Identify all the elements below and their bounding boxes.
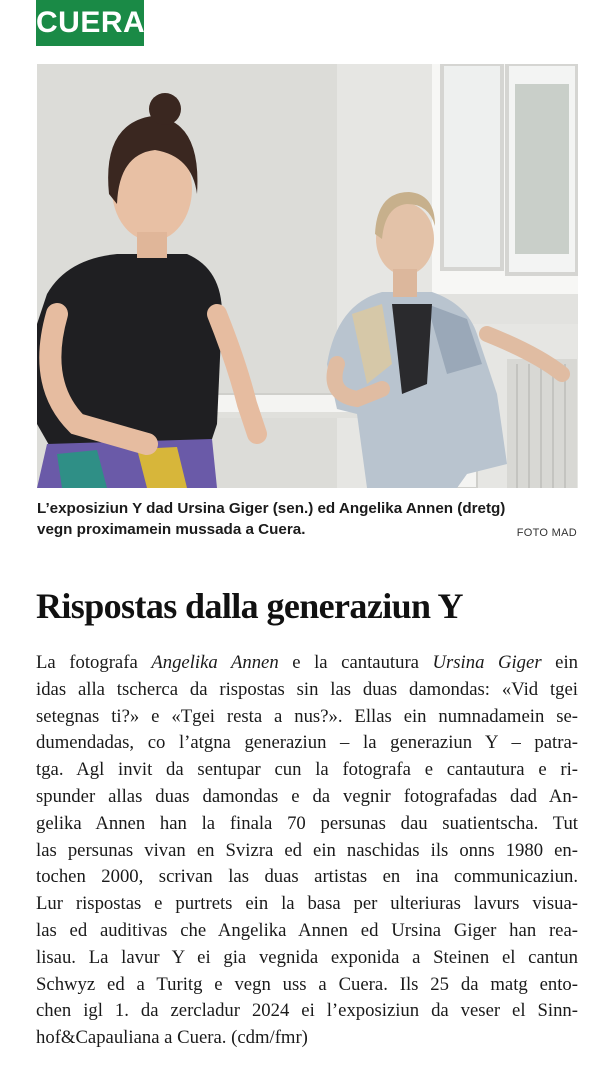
body-line: las ed auditivas che Angelika Annen ed Ursina Giger han rea- bbox=[36, 919, 578, 941]
article-headline: Rispostas dalla generaziun Y bbox=[36, 586, 463, 626]
body-line: gelika Annen han la finala 70 persunas dau suatientscha. Tut bbox=[36, 812, 578, 834]
body-line: lisau. La lavur Y ei gia vegnida exponida a Steinen el cantun bbox=[36, 946, 578, 968]
body-line: chen igl 1. da zercladur 2024 ei l’exposiziun da veser el Sinn- bbox=[36, 1000, 578, 1022]
body-line: idas alla tscherca da rispostas sin las duas damondas: «Vid tgei bbox=[36, 678, 578, 700]
photo-caption bbox=[37, 498, 578, 540]
section-tag: CUERA bbox=[36, 0, 144, 46]
body-line: tga. Agl invit da sentupar cun la fotografa e cantautura e ri- bbox=[36, 759, 578, 781]
photo-two-women-at-table bbox=[37, 64, 578, 488]
author-singer: Ursina Giger bbox=[432, 652, 542, 673]
body-line: setegnas ti?» e «Tgei resta a nus?». Ellas ein numnadamein se- bbox=[36, 705, 578, 727]
body-line: hof&Capauliana a Cuera. (cdm/fmr) bbox=[36, 1027, 308, 1049]
article-photo bbox=[37, 64, 578, 488]
author-photographer: Angelika Annen bbox=[151, 652, 279, 673]
body-line: Schwyz ed a Turitg e vegn uss a Cuera. Ils 25 da matg ento- bbox=[36, 973, 578, 995]
body-line: Lur rispostas e purtrets ein la basa per ulteriuras lavurs visua- bbox=[36, 893, 578, 915]
body-line: tochen 2000, scrivan las duas artistas en ina communicaziun. bbox=[36, 866, 578, 888]
article-body bbox=[36, 650, 578, 1052]
caption-line-2: vegn proximamein mussada a Cuera. bbox=[37, 521, 306, 538]
caption-line-1: L’exposiziun Y dad Ursina Giger (sen.) ed Angelika Annen (dretg) bbox=[37, 500, 506, 517]
body-line: spunder allas duas damondas e da vegnir fotografadas dad An- bbox=[36, 785, 578, 807]
body-line: La fotografa Angelika Annen e la cantautura Ursina Giger ein bbox=[36, 652, 578, 673]
body-line: dumendadas, co l’atgna generaziun – la generaziun Y – patra- bbox=[36, 732, 578, 754]
photo-credit: FOTO MAD bbox=[516, 527, 577, 539]
body-line: las persunas vivan en Svizra ed ein naschidas ils onns 1980 en- bbox=[36, 839, 578, 861]
